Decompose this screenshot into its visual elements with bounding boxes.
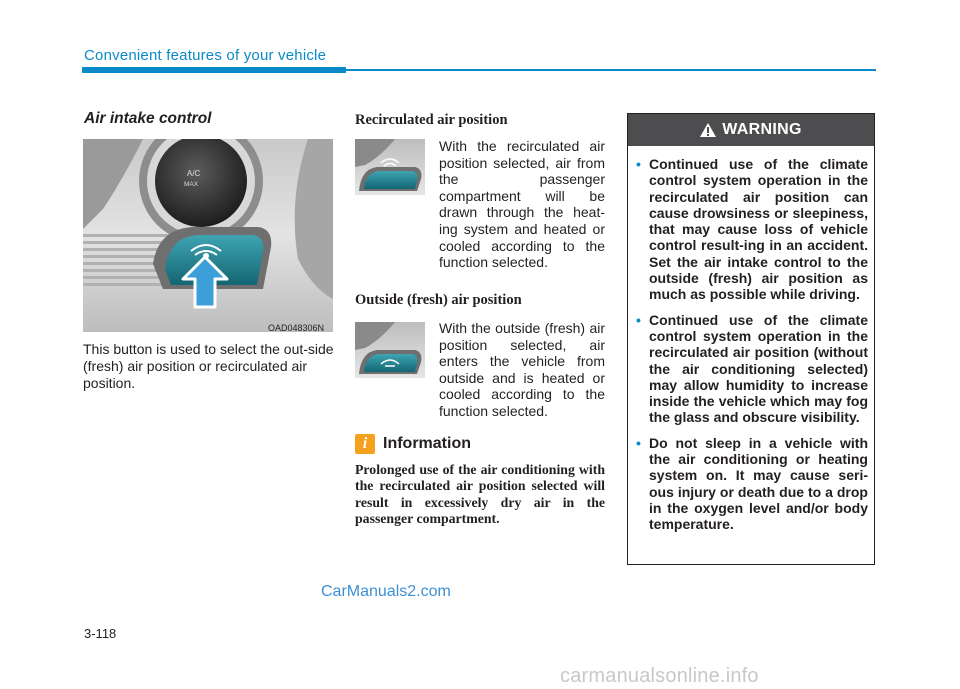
footer-watermark: carmanualsonline.info xyxy=(560,665,759,687)
section-title: Convenient features of your vehicle xyxy=(84,47,327,64)
recirculated-button-image xyxy=(355,139,425,195)
header-accent-bar xyxy=(82,67,346,73)
air-intake-description: This button is used to select the out-side (fresh) air position or recirculated air position. xyxy=(83,341,334,391)
outside-description: With the outside (fresh) air position selected, air enters the vehicle from outside and is heated or cooled according to the function selected. xyxy=(439,320,605,419)
information-header xyxy=(355,434,471,454)
warning-box xyxy=(627,113,875,565)
image-code: OAD048306N xyxy=(268,323,325,333)
warning-list xyxy=(636,156,868,542)
ac-label: A/C xyxy=(187,169,201,178)
recirculated-heading: Recirculated air position xyxy=(355,112,508,128)
information-icon: i xyxy=(355,434,375,454)
warning-item: • Continued use of the climate control system operation in the recirculated air position can cause drowsiness or sleepiness, that may cause loss of vehicle control result-ing in an accident. Set the air intake control to the outside (fresh) air position as much as possible while driving. xyxy=(636,156,868,303)
recirculated-description: With the recirculated air position selected, air from the passenger compartment will be drawn through the heat-ing system and heated or cooled according to the function selected. xyxy=(439,138,605,271)
information-title: Information xyxy=(383,435,471,452)
information-text: Prolonged use of the air conditioning with the recirculated air position selected will result in excessively dry air in the passenger compartment. xyxy=(355,462,605,526)
header-rule xyxy=(346,69,876,71)
warning-item: • Do not sleep in a vehicle with the air conditioning or heating system on. It may cause seri-ous injury or death due to a drop in the oxygen level and/or body temperature. xyxy=(636,435,868,533)
page-number: 3-118 xyxy=(84,626,117,641)
warning-triangle-icon xyxy=(700,123,716,137)
outside-air-button-image xyxy=(355,322,425,378)
warning-title: WARNING xyxy=(722,121,802,138)
warning-item: • Continued use of the climate control system operation in the recirculated air position (without the air conditioning selected) may allow humidity to increase inside the vehicle which may fog the glass and obscure visibility. xyxy=(636,312,868,426)
air-intake-heading: Air intake control xyxy=(84,110,212,127)
warning-header xyxy=(628,114,874,146)
outside-heading: Outside (fresh) air position xyxy=(355,292,522,308)
air-intake-button-image xyxy=(83,139,333,332)
watermark-link[interactable]: CarManuals2.com xyxy=(321,583,451,600)
max-label: MAX xyxy=(184,181,199,188)
